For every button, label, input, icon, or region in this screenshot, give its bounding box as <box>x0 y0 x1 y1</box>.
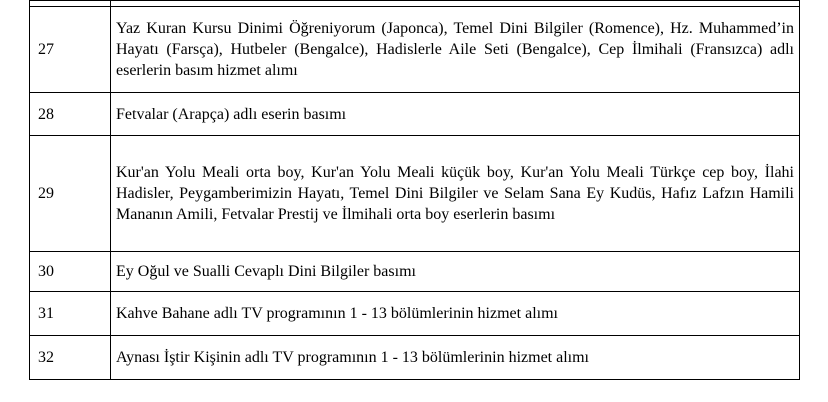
row-description: Ey Oğul ve Sualli Cevaplı Dini Bilgiler basımı <box>111 252 800 292</box>
row-description: Kahve Bahane adlı TV programının 1 - 13 bölümlerinin hizmet alımı <box>111 292 800 336</box>
row-description: Kur'an Yolu Meali orta boy, Kur'an Yolu Meali küçük boy, Kur'an Yolu Meali Türkçe cep boy, İlahi Hadisler, Peygamberimizin Hayatı, Temel Dini Bilgiler ve Selam Sana Ey Kudüs, Hafız Lafzın Hamili Mananın Amili, Fetvalar Prestij ve İlmihali orta boy eserlerin basımı <box>111 136 800 252</box>
table-row <box>30 93 800 136</box>
table-row <box>30 336 800 380</box>
row-number: 31 <box>30 292 111 336</box>
table-row <box>30 7 800 93</box>
table-row <box>30 292 800 336</box>
row-description: Fetvalar (Arapça) adlı eserin basımı <box>111 93 800 136</box>
row-description: Yaz Kuran Kursu Dinimi Öğreniyorum (Japonca), Temel Dini Bilgiler (Romence), Hz. Muhammed’in Hayatı (Farsça), Hutbeler (Bengalce), Hadislerle Aile Seti (Bengalce), Cep İlmihali (Fransızca) adlı eserlerin basım hizmet alımı <box>111 7 800 93</box>
row-number: 32 <box>30 336 111 380</box>
row-description: Aynası İştir Kişinin adlı TV programının 1 - 13 bölümlerinin hizmet alımı <box>111 336 800 380</box>
procurement-table <box>29 0 800 380</box>
row-number: 30 <box>30 252 111 292</box>
row-number: 29 <box>30 136 111 252</box>
row-number: 27 <box>30 7 111 93</box>
table-row <box>30 136 800 252</box>
table-row <box>30 252 800 292</box>
row-number: 28 <box>30 93 111 136</box>
